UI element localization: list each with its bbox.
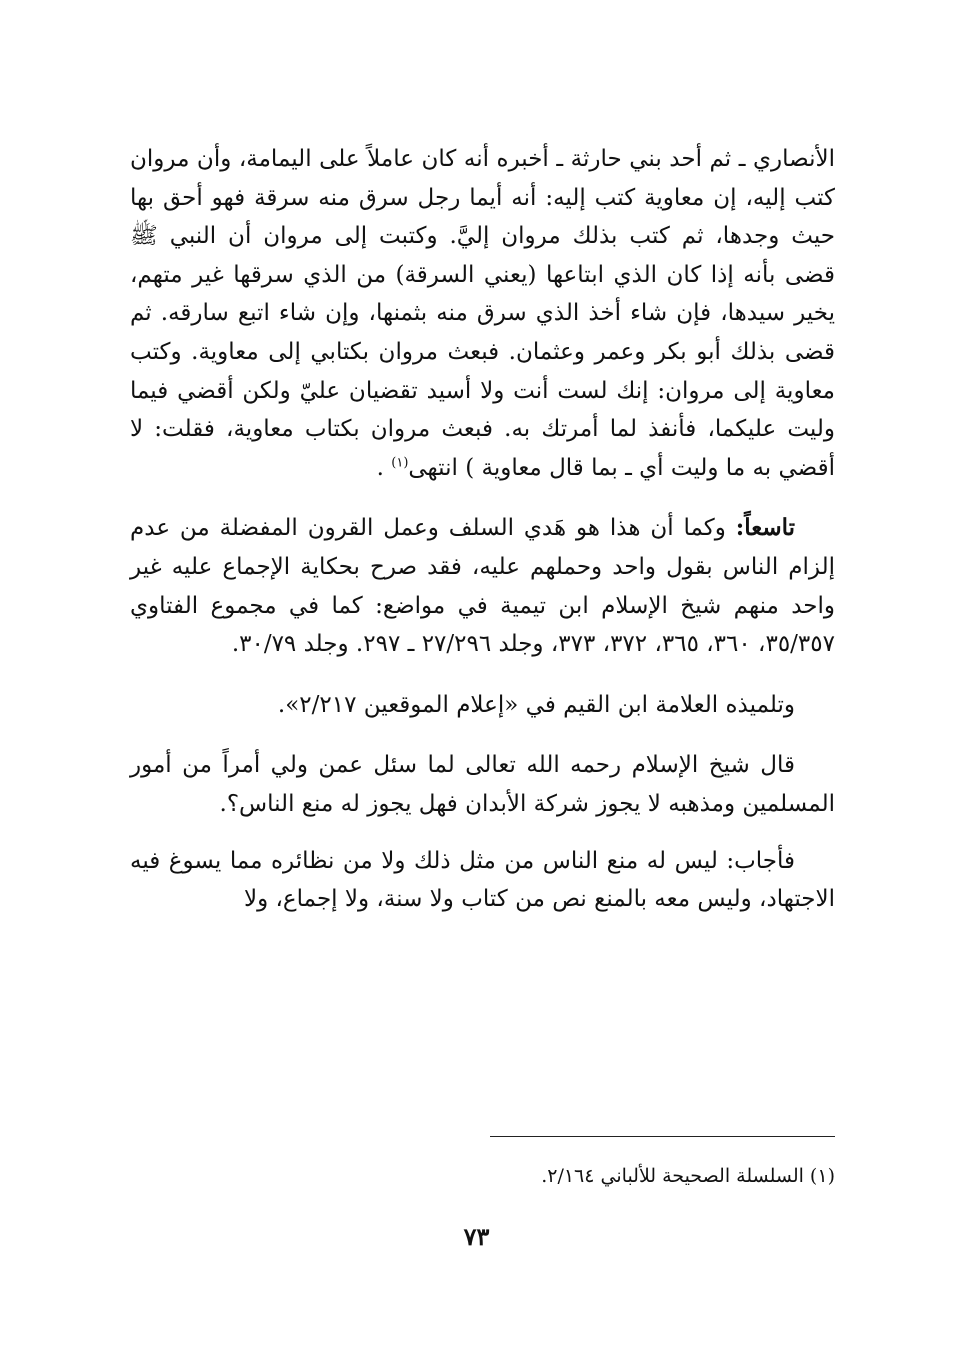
- footnote: (١) السلسلة الصحيحة للألباني ٢/١٦٤.: [541, 1165, 835, 1187]
- footnote-divider: [490, 1136, 835, 1137]
- page-number: ٧٣: [463, 1222, 490, 1251]
- paragraph-1: [130, 140, 835, 487]
- paragraph-3: وتلميذه العلامة ابن القيم في «إعلام الموقعين ٢/٢١٧».: [277, 691, 795, 718]
- paragraph-4: قال شيخ الإسلام رحمه الله تعالى لما سئل عمن ولي أمراً من أمور المسلمين ومذهبه لا يجوز شركة الأبدان فهل يجوز له منع الناس؟.: [130, 752, 835, 817]
- footnote-reference: (١): [391, 455, 409, 471]
- paragraph-2: [130, 509, 835, 663]
- paragraph-5: فأجاب: ليس له منع الناس من مثل ذلك ولا من نظائره مما يسوغ فيه الاجتهاد، وليس معه بالمنع نص من كتاب ولا سنة، ولا إجماع، ولا: [130, 847, 835, 913]
- paragraph-2-text: وكما أن هذا هو هَدي السلف وعمل القرون المفضلة من عدم إلزام الناس بقول واحد وحملهم عليه، فقد صرح بحكاية الإجماع عليه غير واحد منهم شيخ الإسلام ابن تيمية في مواضع: كما في مجموع الفتاوي ٣٥/٣٥٧، ٣٦٠، ٣٦٥، ٣٧٢، ٣٧٣، وجلد ٢٧/٢٩٦ ـ ٢٩٧. وجلد ٣٠/٧٩.: [130, 515, 835, 658]
- paragraph-1-end: .: [376, 454, 384, 481]
- paragraph-1-text: الأنصاري ـ ثم أحد بني حارثة ـ أخبره أنه كان عاملاً على اليمامة، وأن مروان كتب إليه، إن معاوية كتب إليه: أنه أيما رجل سرق منه سرقة فهو أحق بها حيث وجدها، ثم كتب بذلك مروان إليَّ. وكتبت إلى مروان أن النبي ﷺ قضى بأنه إذا كان الذي ابتاعها (يعني السرقة) من الذي سرقها غير متهم، يخير سيدها، فإن شاء أخذ الذي سرق منه بثمنها، وإن شاء اتبع سارقه. ثم قضى بذلك أبو بكر وعمر وعثمان. فبعث مروان بكتابي إلى معاوية. وكتب معاوية إلى مروان: إنك لست أنت ولا أسيد تقضيان عليّ ولكن أقضي فيما وليت عليكما، فأنفذ لما أمرتك به. فبعث مروان بكتاب معاوية، فقلت: لا أقضي به ما وليت أي ـ بما قال معاوية ) انتهى: [130, 146, 835, 481]
- paragraph-2-lead: تاسعاً:: [735, 514, 796, 542]
